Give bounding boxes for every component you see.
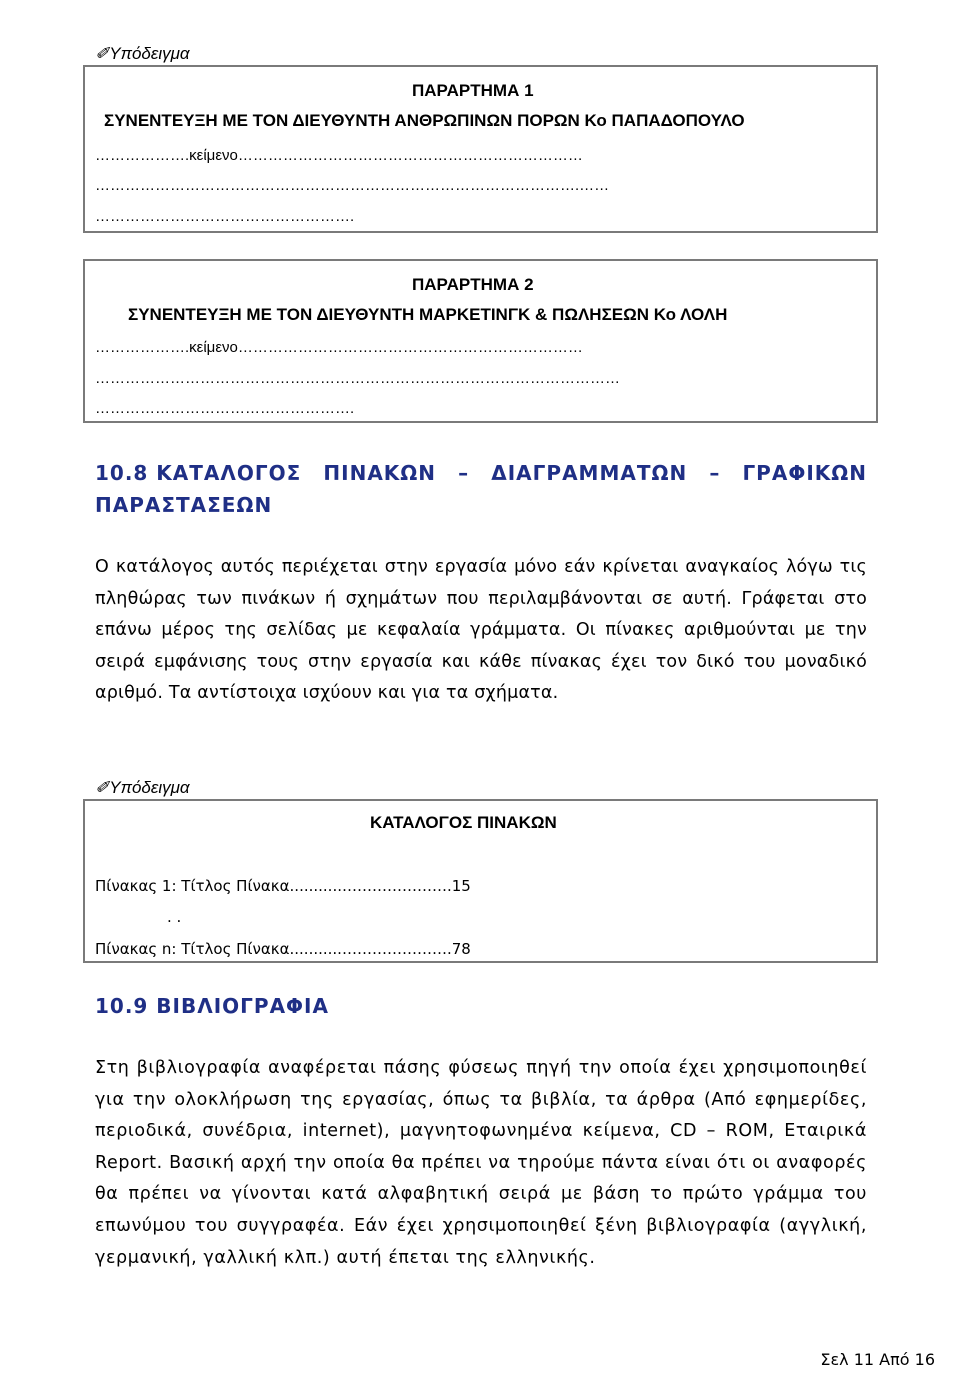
appendix-2-title: ΠΑΡΑΡΤΗΜΑ 2 bbox=[412, 275, 534, 294]
section-10-9-paragraph: Στη βιβλιογραφία αναφέρεται πάσης φύσεως πηγή την οποία έχει χρησιμοποιηθεί για την ολοκλήρωση της εργασίας, όπως τα βιβλία, τα άρθρα (Από εφημερίδες, περιοδικά, συνέδρια, internet), μαγνητοφωνημένα κείμενα, CD – ROM, Εταιρικά Report. Βασική αρχή την οποία θα πρέπει να τηρούμε πάντα είναι ότι οι αναφορές θα πρέπει να γίνονται κατά αλφαβητική σειρά με βάση το πρώτο γράμμα του επωνύμου του συγγραφέα. Εάν έχει χρησιμοποιηθεί ξένη βιβλιογραφία (αγγλική, γερμανική, γαλλική κλπ.) αυτή έπεται της ελληνικής. bbox=[95, 1058, 867, 1268]
appendix-1-text-line: ……………….κείμενο…………………………………………………………… bbox=[95, 147, 583, 164]
heading-word: – bbox=[458, 461, 470, 485]
table-list-title: ΚΑΤΑΛΟΓΟΣ ΠΙΝΑΚΩΝ bbox=[370, 813, 557, 832]
table-list-box bbox=[83, 799, 878, 963]
sample-label: ✐Υπόδειγμα bbox=[95, 44, 190, 63]
section-10-9-heading: 10.9 ΒΙΒΛΙΟΓΡΑΦΙΑ bbox=[95, 994, 329, 1018]
page-number: Σελ 11 Από 16 bbox=[820, 1350, 935, 1369]
section-10-8-heading-cont: ΠΑΡΑΣΤΑΣΕΩΝ bbox=[95, 493, 273, 517]
section-10-8-paragraph: Ο κατάλογος αυτός περιέχεται στην εργασία μόνο εάν κρίνεται αναγκαίος λόγω τις πληθώρας των πινάκων ή σχημάτων που περιλαμβάνονται σε αυτή. Γράφεται στο επάνω μέρος της σελίδας με κεφαλαία γράμματα. Οι πίνακες αριθμούνται με την σειρά εμφάνισης τους στην εργασία και κάθε πίνακας έχει τον δικό του μοναδικό αριθμό. Τα αντίστοιχα ισχύουν και για τα σχήματα. bbox=[95, 557, 867, 703]
appendix-1-box bbox=[83, 65, 878, 233]
appendix-1-text-line: …………………………………………………………………………………….…… bbox=[95, 177, 610, 194]
table-list-ellipsis: . . bbox=[167, 908, 182, 926]
table-list-entry: Πίνακας 1: Τίτλος Πίνακα...........………………….15 bbox=[95, 877, 471, 895]
table-list-entry: Πίνακας n: Τίτλος Πίνακα...........………………….78 bbox=[95, 940, 471, 958]
heading-word: ΠΙΝΑΚΩΝ bbox=[323, 461, 437, 485]
appendix-1-title: ΠΑΡΑΡΤΗΜΑ 1 bbox=[412, 81, 534, 100]
appendix-2-box bbox=[83, 259, 878, 423]
appendix-1-subtitle: ΣΥΝΕΝΤΕΥΞΗ ΜΕ ΤΟΝ ΔΙΕΥΘΥΝΤΗ ΑΝΘΡΩΠΙΝΩΝ ΠΟΡΩΝ Κο ΠΑΠΑΔΟΠΟΥΛΟ bbox=[104, 111, 745, 130]
appendix-1-text-line: ……………………………………………. bbox=[95, 208, 355, 225]
heading-word: 10.8 ΚΑΤΑΛΟΓΟΣ bbox=[95, 461, 302, 485]
appendix-2-text-line: …………………………………………………………………………………………… bbox=[95, 370, 620, 387]
heading-word: ΔΙΑΓΡΑΜΜΑΤΩΝ bbox=[491, 461, 688, 485]
heading-word: ΓΡΑΦΙΚΩΝ bbox=[742, 461, 867, 485]
appendix-2-text-line: ……………….κείμενο…………………………………………………………… bbox=[95, 339, 583, 356]
sample-label: ✐Υπόδειγμα bbox=[95, 778, 190, 797]
appendix-2-text-line: ……………………………………………. bbox=[95, 400, 355, 417]
heading-word: – bbox=[709, 461, 721, 485]
section-10-8-heading bbox=[95, 461, 867, 485]
appendix-2-subtitle: ΣΥΝΕΝΤΕΥΞΗ ΜΕ ΤΟΝ ΔΙΕΥΘΥΝΤΗ ΜΑΡΚΕΤΙΝΓΚ & ΠΩΛΗΣΕΩΝ Κο ΛΟΛΗ bbox=[128, 305, 728, 324]
